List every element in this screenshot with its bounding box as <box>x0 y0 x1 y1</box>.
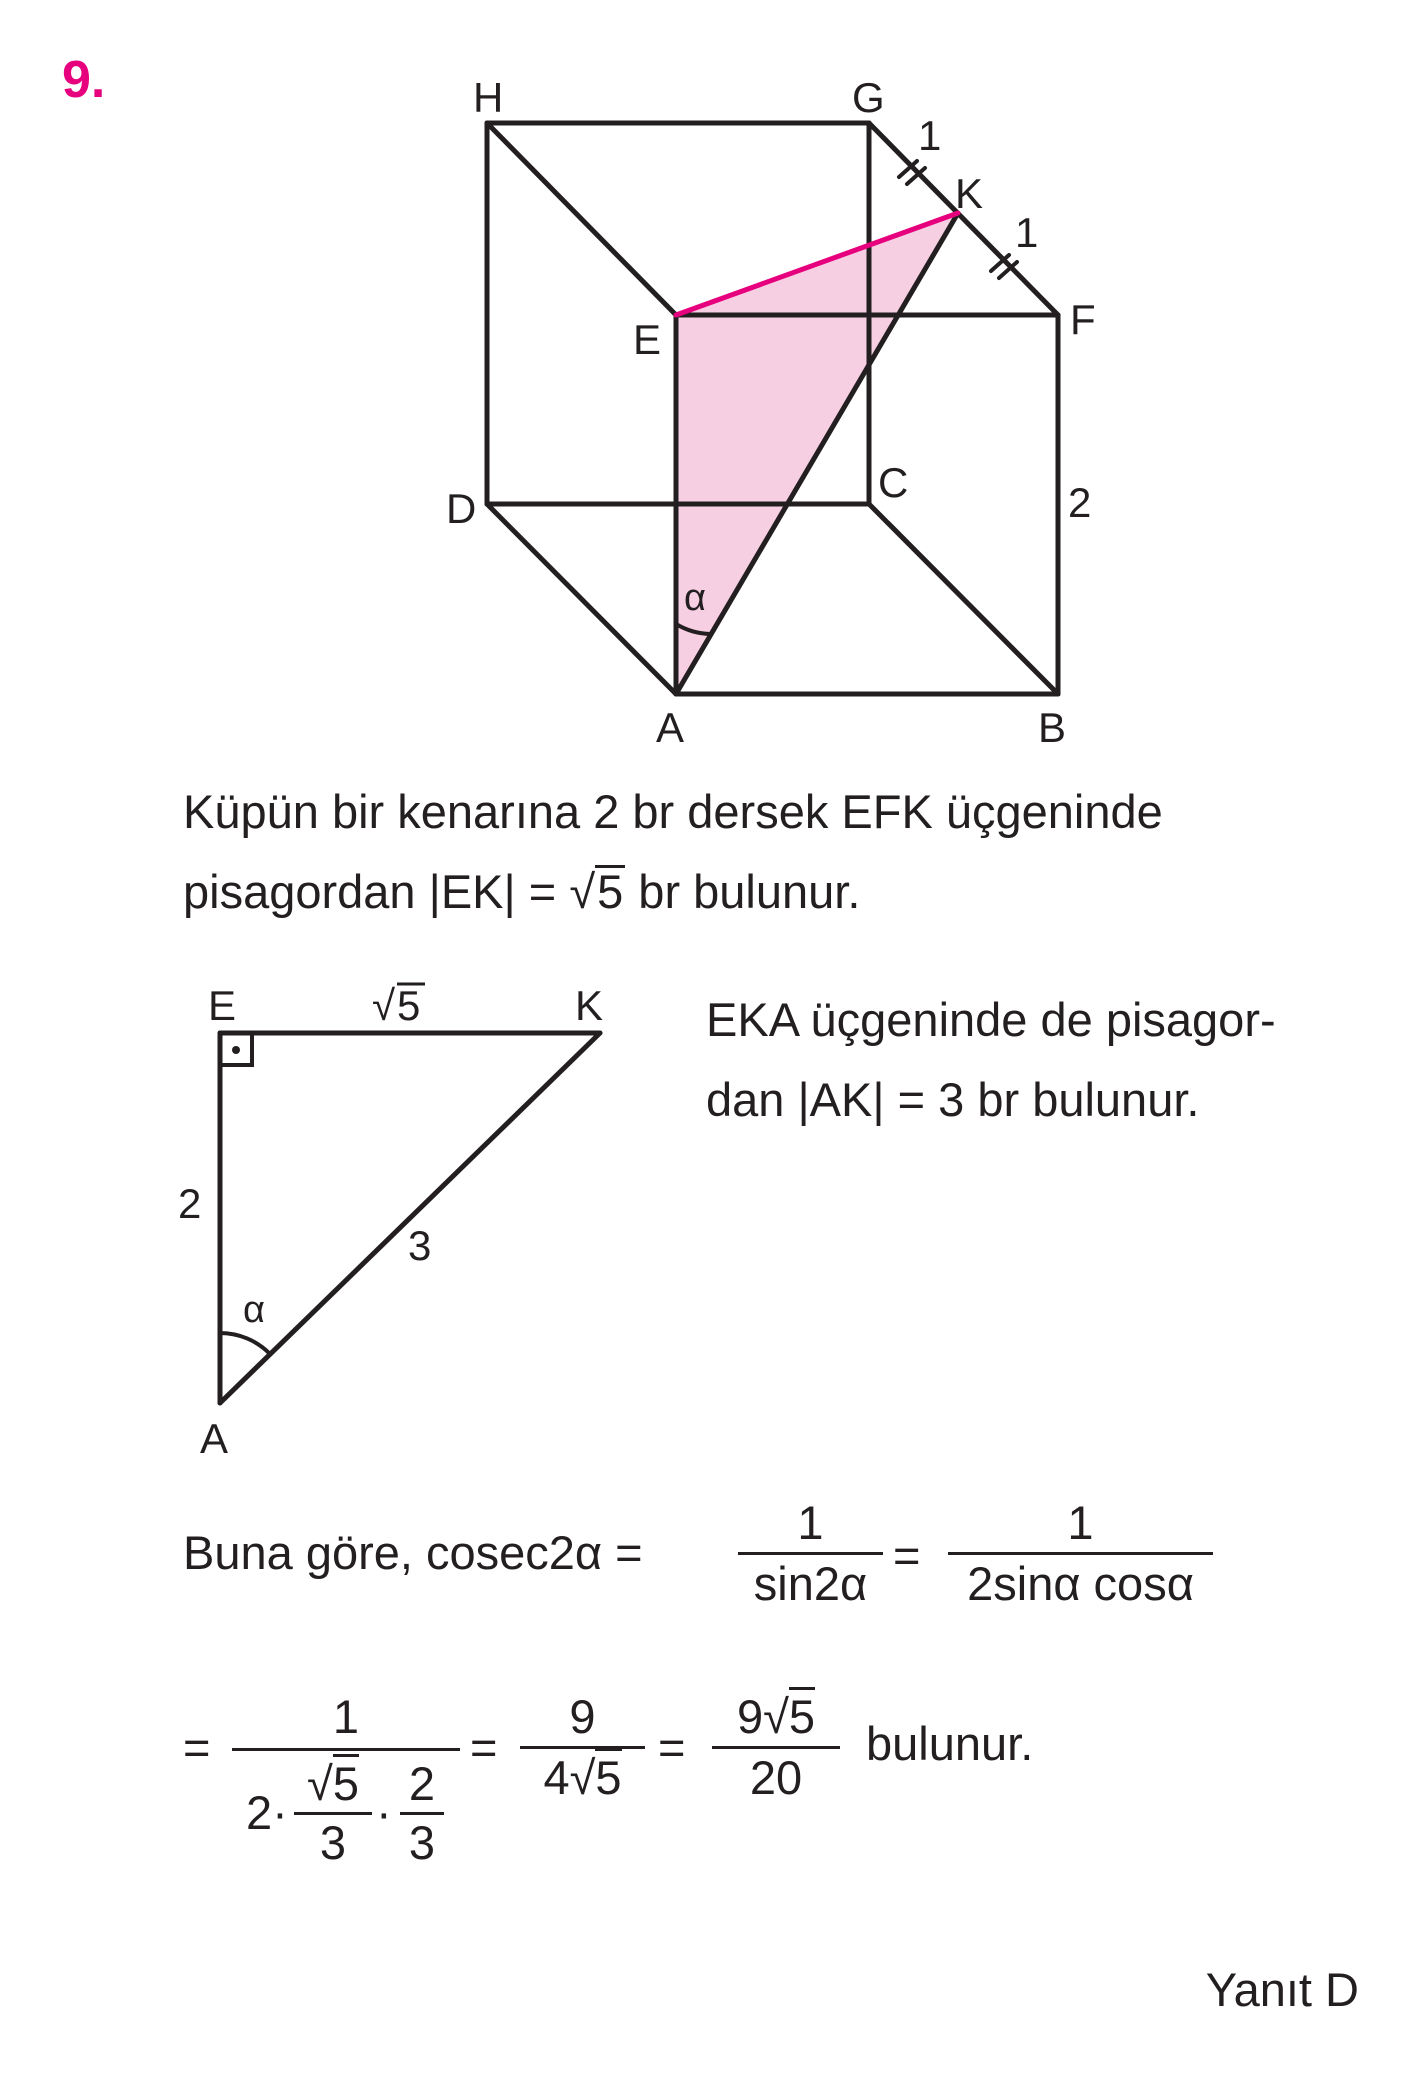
formula-2-fraction-3 <box>712 1688 840 1807</box>
formula-2-f1-num: 1 <box>332 1690 360 1743</box>
formula-2-f1-den-num2: 2 <box>408 1757 436 1810</box>
sqrt-radicand: 5 <box>789 1687 815 1743</box>
formula-1-fraction-2 <box>948 1494 1213 1613</box>
triangle-label-ak: 3 <box>408 1222 432 1269</box>
formula-1-f2-num: 1 <box>1067 1496 1094 1549</box>
label-alpha: α <box>684 577 706 619</box>
edge-cb <box>869 504 1058 694</box>
paragraph-1-line-2-post: br bulunur. <box>625 865 861 918</box>
right-angle-dot <box>232 1046 240 1054</box>
sqrt-symbol: √ <box>569 865 596 918</box>
label-g: G <box>852 74 885 121</box>
triangle-label-e: E <box>208 982 237 1029</box>
formula-2-equals-1: = <box>183 1721 211 1774</box>
cube-figure <box>0 0 1411 760</box>
formula-2-f2-den <box>520 1749 645 1807</box>
triangle-side-ak <box>220 1033 600 1403</box>
label-e: E <box>633 316 662 363</box>
formula-2-equals-2: = <box>470 1721 498 1774</box>
triangle-sqrt-symbol: √ <box>372 982 396 1029</box>
formula-2-tail: bulunur. <box>866 1717 1034 1770</box>
paragraph-1-line-2 <box>183 852 1366 932</box>
label-h: H <box>473 74 504 121</box>
formula-2-f1-den-dot: · <box>376 1786 392 1839</box>
formula-2-f2-den-pre: 4 <box>543 1751 570 1804</box>
label-d: D <box>446 485 477 532</box>
formula-2-f1-den-frac2 <box>400 1756 444 1871</box>
formula-2-f1-den-den2: 3 <box>408 1816 436 1869</box>
formula-2-f1-den-sqrt-frac <box>294 1756 372 1871</box>
label-f: F <box>1070 296 1096 343</box>
edge-da <box>487 504 676 694</box>
triangle-angle-arc <box>220 1333 270 1354</box>
sqrt-radicand: 5 <box>333 1754 359 1810</box>
formula-2-f2-num: 9 <box>569 1690 596 1743</box>
formula-1-lead: Buna göre, cosec2α = <box>183 1526 643 1579</box>
sqrt-radicand: 5 <box>595 1748 621 1804</box>
sqrt-symbol: √ <box>569 1751 596 1804</box>
label-fb-length: 2 <box>1068 479 1092 526</box>
label-a: A <box>656 704 685 751</box>
paragraph-1-line-1: Küpün bir kenarına 2 br dersek EFK üçgeninde <box>183 785 1163 838</box>
formula-2-equals-3: = <box>658 1721 686 1774</box>
formula-2-f1-den-pre: 2· <box>246 1786 288 1839</box>
triangle-label-alpha: α <box>243 1289 265 1331</box>
triangle-label-k: K <box>575 982 604 1029</box>
triangle-label-a: A <box>200 1415 229 1462</box>
formula-2-f1-den-sqrt-den: 3 <box>319 1816 347 1869</box>
answer: Yanıt D <box>1205 1963 1359 2016</box>
formula-2-f3-den: 20 <box>749 1751 803 1804</box>
label-k: K <box>955 170 984 217</box>
sqrt-symbol: √ <box>763 1690 789 1743</box>
formula-2-f3-num-pre: 9 <box>736 1690 764 1743</box>
triangle-figure <box>160 970 640 1470</box>
formula-1-f1-num: 1 <box>797 1496 824 1549</box>
sqrt-5 <box>569 852 625 932</box>
sqrt-radicand: 5 <box>597 865 624 918</box>
formula-2-f1-den-sqrt <box>294 1756 372 1812</box>
sqrt-symbol: √ <box>307 1757 333 1810</box>
paragraph-2 <box>706 980 1276 1140</box>
paragraph-1 <box>183 772 1366 932</box>
formula-1-equals: = <box>893 1529 921 1582</box>
question-number: 9. <box>62 51 106 109</box>
label-gk-length: 1 <box>918 112 942 159</box>
formula-1-f1-den: sin2α <box>753 1557 868 1610</box>
triangle-label-ea: 2 <box>178 1180 202 1227</box>
formula-2-fraction-1 <box>232 1688 460 1888</box>
paragraph-2-line-2: dan |AK| = 3 br bulunur. <box>706 1073 1200 1126</box>
label-kf-length: 1 <box>1015 209 1039 256</box>
fraction-bar <box>232 1748 460 1751</box>
paragraph-2-line-1: EKA üçgeninde de pisagor- <box>706 993 1276 1046</box>
label-b: B <box>1038 704 1067 751</box>
formula-1-fraction-1 <box>738 1494 883 1613</box>
edge-he <box>487 123 676 315</box>
formula-2-fraction-2 <box>520 1688 645 1807</box>
formula-2-f3-num <box>712 1688 840 1746</box>
label-c: C <box>878 459 909 506</box>
formula-1-f2-den: 2sinα cosα <box>967 1557 1194 1610</box>
triangle-label-ek: 5 <box>397 982 421 1029</box>
paragraph-1-line-2-pre: pisagordan |EK| = <box>183 865 570 918</box>
